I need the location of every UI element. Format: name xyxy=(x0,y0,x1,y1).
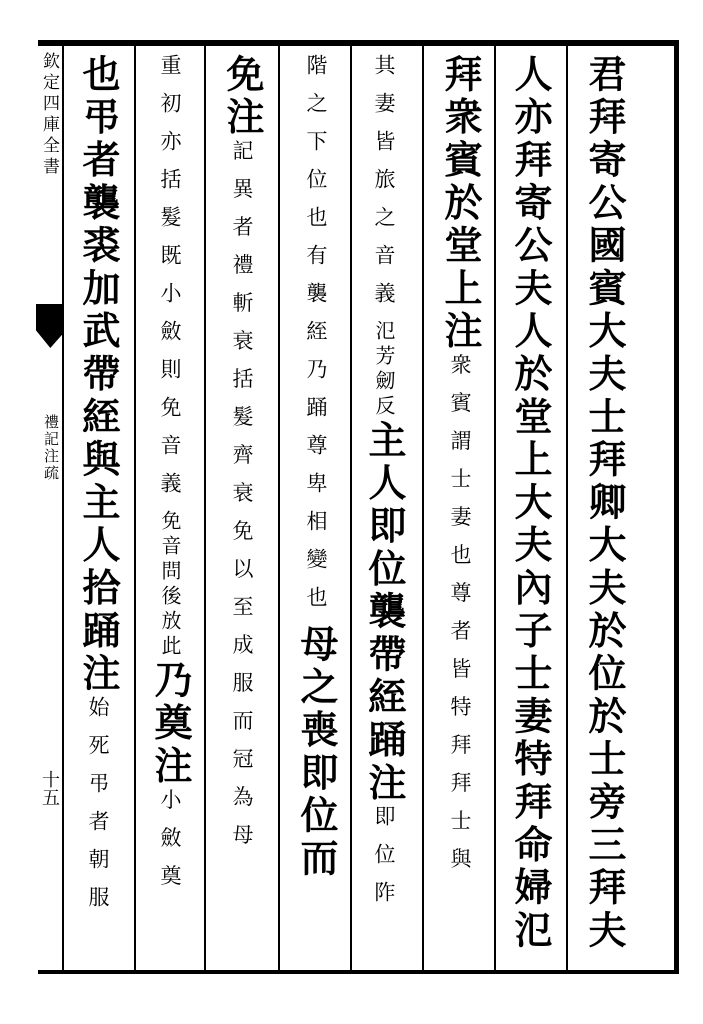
text-column-7 xyxy=(148,54,193,903)
column-rule xyxy=(422,46,424,970)
pronunciation-note: 免音問後放此 xyxy=(158,510,182,660)
column-rule xyxy=(350,46,352,970)
commentary-text: 重初亦括髮既小斂則免音義 xyxy=(158,54,182,510)
commentary-text: 記異者禮斬衰括髮齊衰免以至成服而冠為母 xyxy=(230,139,254,862)
pronunciation-note: 氾芳劒反 xyxy=(372,320,396,420)
main-text: 乃奠注 xyxy=(148,660,193,789)
commentary-text: 階之下位也有襲絰乃踊尊卑相變也 xyxy=(304,54,328,624)
text-column-3 xyxy=(438,54,483,886)
page-number: 十五 xyxy=(39,770,60,806)
main-text: 主人即位襲帶絰踊注 xyxy=(362,420,407,806)
frame-right-border xyxy=(674,40,679,974)
main-text: 人亦拜寄公夫人於堂上大夫內子士妻特拜命婦氾 xyxy=(508,54,553,953)
commentary-text: 衆賓謂士妻也尊者皆特拜拜士與 xyxy=(448,353,472,886)
text-column-2 xyxy=(508,54,553,953)
commentary-text: 始死弔者朝服 xyxy=(86,696,110,924)
text-column-6 xyxy=(220,54,265,862)
main-text: 母之喪即位而 xyxy=(294,624,339,881)
main-text: 拜衆賓於堂上注 xyxy=(438,54,483,354)
column-rule xyxy=(566,46,568,970)
text-column-5 xyxy=(294,54,339,881)
column-rule xyxy=(134,46,136,970)
margin-strip xyxy=(38,46,62,970)
book-title: 欽定四庫全書 xyxy=(39,52,59,178)
commentary-text: 即位阼 xyxy=(372,805,396,920)
margin-rule xyxy=(62,46,64,970)
text-column-8 xyxy=(76,54,121,924)
text-column-4 xyxy=(362,54,407,920)
column-rule xyxy=(494,46,496,970)
column-rule xyxy=(204,46,206,970)
main-text: 也弔者襲裘加武帶絰與主人拾踊注 xyxy=(76,54,121,696)
text-column-1 xyxy=(582,54,627,953)
section-title: 禮記注疏 xyxy=(42,414,60,482)
frame-bottom-border xyxy=(38,970,678,974)
main-text: 君拜寄公國賓大夫士拜卿大夫於位於士旁三拜夫 xyxy=(582,54,627,953)
column-rule xyxy=(278,46,280,970)
commentary-text: 其妻皆旅之音義 xyxy=(372,54,396,320)
commentary-text: 小斂奠 xyxy=(158,788,182,903)
main-text: 免注 xyxy=(220,54,265,140)
